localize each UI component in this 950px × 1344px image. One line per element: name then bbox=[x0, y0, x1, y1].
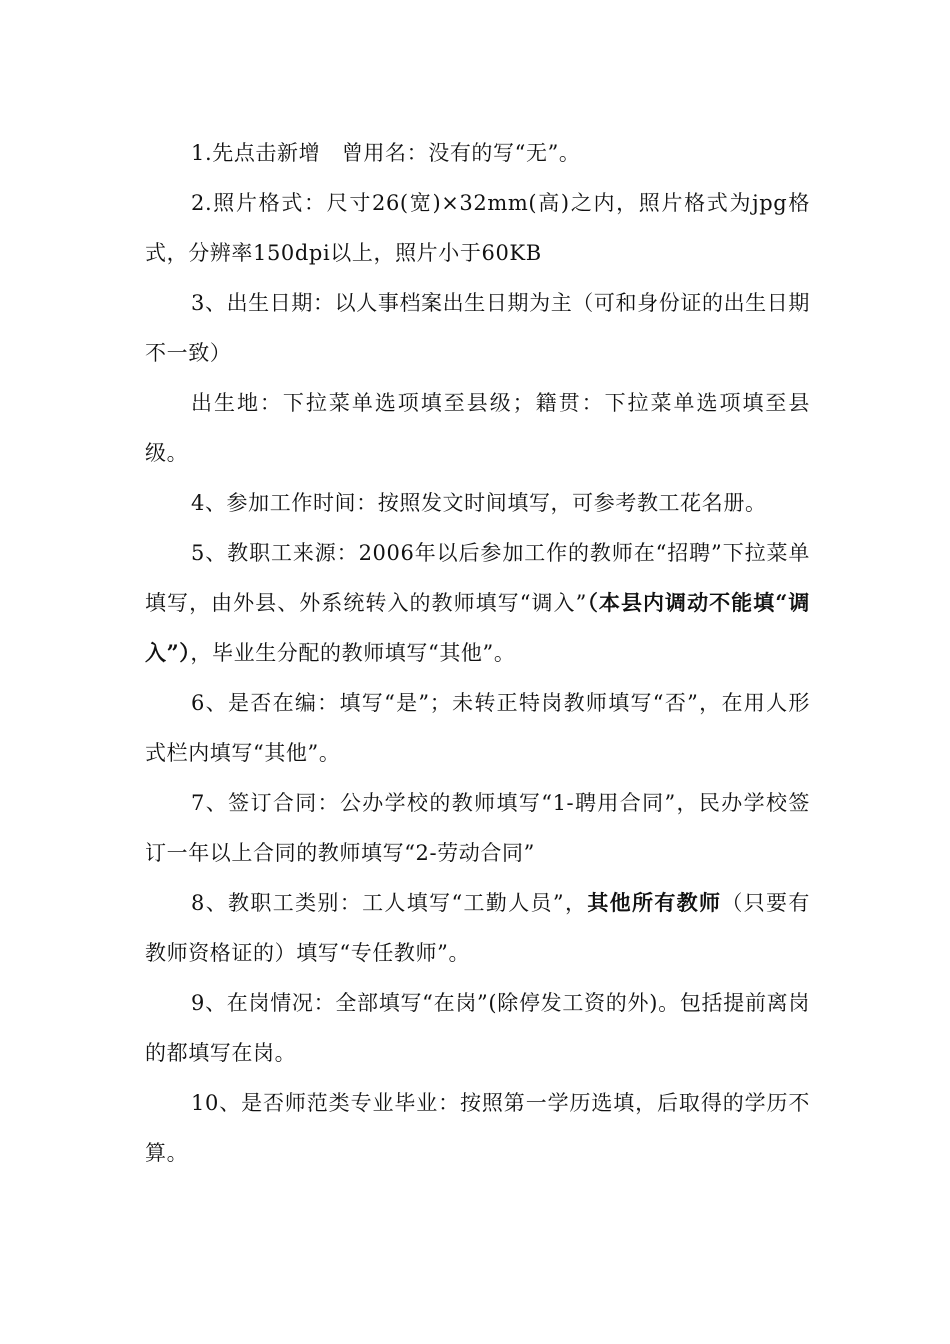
paragraph-11 bbox=[145, 1078, 810, 1178]
paragraph-1 bbox=[145, 128, 810, 178]
paragraph-4 bbox=[145, 378, 810, 478]
paragraph-8 bbox=[145, 778, 810, 878]
text-segment: 5、教职工来源：2006年以后参加工作的教师在“招聘”下拉菜单填写，由外县、外系统转入的教师填写“调入” bbox=[145, 541, 810, 615]
paragraph-10 bbox=[145, 978, 810, 1078]
text-segment: 7、签订合同：公办学校的教师填写“1-聘用合同”，民办学校签订一年以上合同的教师填写“2-劳动合同” bbox=[145, 791, 810, 865]
paragraph-5 bbox=[145, 478, 810, 528]
text-segment: 2.照片格式：尺寸26(宽)×32mm(高)之内，照片格式为jpg格式，分辨率150dpi以上，照片小于60KB bbox=[145, 191, 810, 265]
text-segment: 4、参加工作时间：按照发文时间填写，可参考教工花名册。 bbox=[191, 491, 767, 515]
text-segment: ，毕业生分配的教师填写“其他”。 bbox=[190, 641, 516, 665]
emphasis-text: （本县内调动不能填“调入”） bbox=[145, 590, 810, 665]
paragraph-6 bbox=[145, 528, 810, 678]
paragraph-9 bbox=[145, 878, 810, 978]
paragraph-2 bbox=[145, 178, 810, 278]
document-body bbox=[145, 128, 810, 1178]
paragraph-7 bbox=[145, 678, 810, 778]
text-segment: 6、是否在编：填写“是”；未转正特岗教师填写“否”，在用人形式栏内填写“其他”。 bbox=[145, 691, 810, 765]
text-segment: 8、教职工类别：工人填写“工勤人员”， bbox=[191, 891, 588, 915]
text-segment: （只要有教师资格证的）填写“专任教师”。 bbox=[145, 891, 810, 965]
emphasis-text: 其他所有教师 bbox=[587, 890, 722, 915]
text-segment: 1.先点击新增 曾用名：没有的写“无”。 bbox=[191, 141, 581, 165]
text-segment: 3、出生日期：以人事档案出生日期为主（可和身份证的出生日期不一致） bbox=[145, 291, 810, 365]
text-segment: 10、是否师范类专业毕业：按照第一学历选填，后取得的学历不算。 bbox=[145, 1091, 810, 1165]
paragraph-3 bbox=[145, 278, 810, 378]
text-segment: 出生地：下拉菜单选项填至县级；籍贯：下拉菜单选项填至县级。 bbox=[145, 391, 810, 465]
text-segment: 9、在岗情况：全部填写“在岗”(除停发工资的外)。包括提前离岗的都填写在岗。 bbox=[145, 991, 810, 1065]
